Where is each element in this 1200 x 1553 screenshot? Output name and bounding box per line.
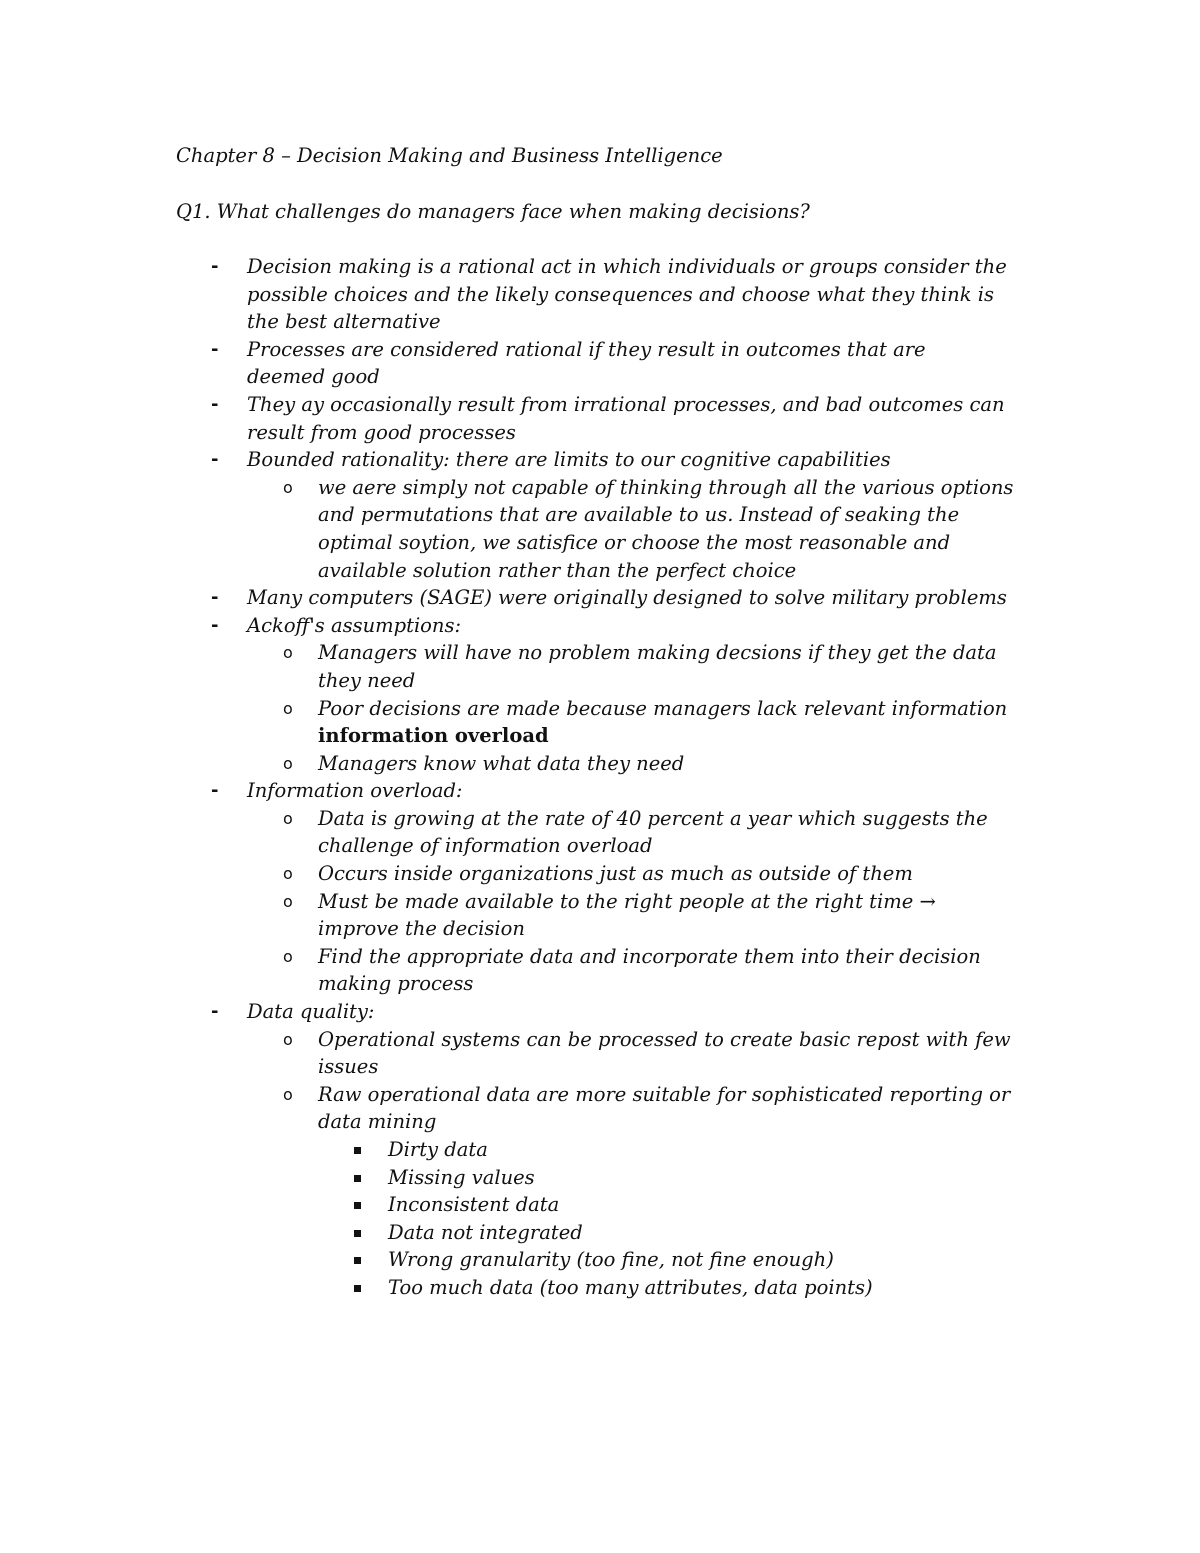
square-bullet-icon: [354, 1147, 361, 1154]
list-item-text: Find the appropriate data and incorporate them into their decision making process: [318, 944, 981, 996]
circle-bullet-icon: o: [283, 946, 293, 966]
list-item-text: Dirty data: [388, 1138, 488, 1161]
list-item-level-1: [0, 998, 1007, 1026]
dash-bullet-icon: -: [211, 256, 219, 277]
list-item-text: Inconsistent data: [388, 1193, 560, 1217]
list-item-text: Operational systems can be processed to create basic repost with few issues: [318, 1027, 1011, 1079]
dash-bullet-icon: -: [211, 614, 219, 636]
list-item-text: Too much data (too many attributes, data points): [388, 1275, 873, 1299]
list-item-text: Poor decisions are made because managers lack relevant information: [318, 696, 1008, 720]
list-item-text: Wrong granularity (too fine, not fine enough): [388, 1248, 834, 1272]
list-item-text: Raw operational data are more suitable for sophisticated reporting or data mining: [318, 1082, 1011, 1134]
chapter-title: Chapter 8 – Decision Making and Business Intelligence: [176, 144, 723, 167]
circle-bullet-icon: o: [283, 808, 293, 828]
list-item-level-2: [0, 888, 1018, 943]
list-item-text: Occurs inside organizations just as much as outside of them: [318, 862, 913, 886]
list-item-level-2: [0, 695, 1018, 750]
list-item-text: Ackoff's assumptions:: [247, 613, 462, 637]
list-item-text: Many computers (SAGE) were originally designed to solve military problems: [247, 586, 1007, 610]
dash-bullet-icon: -: [211, 780, 219, 802]
list-item-level-3: [0, 1274, 1008, 1302]
circle-bullet-icon: o: [283, 753, 293, 773]
circle-bullet-icon: o: [283, 1084, 293, 1104]
list-item-text: Must be made available to the right people at the right time → improve the decision: [318, 889, 936, 941]
dash-bullet-icon: -: [211, 393, 219, 415]
list-item-level-1: [0, 446, 1007, 474]
circle-bullet-icon: o: [283, 477, 293, 497]
bold-annotation: information overload: [318, 724, 549, 748]
square-bullet-icon: [354, 1175, 361, 1182]
list-item-text: Data quality:: [247, 1000, 375, 1024]
list-item-level-2: [0, 860, 1018, 888]
list-item-text: They ay occasionally result from irrational processes, and bad outcomes can result from good processes: [247, 392, 1005, 444]
list-item-level-3: [0, 1136, 1008, 1164]
list-item-level-3: [0, 1246, 1008, 1274]
list-item-text: Bounded rationality: there are limits to our cognitive capabilities: [247, 448, 891, 472]
list-item-level-3: [0, 1191, 1008, 1219]
list-item-text: Decision making is a rational act in which individuals or groups consider the possible choices and the likely consequences and choose what they think is the best alternative: [247, 255, 1007, 334]
list-item-level-1: [0, 336, 1007, 391]
list-item-level-2: [0, 805, 1018, 860]
list-item-level-1: [0, 584, 1007, 612]
list-item-level-1: [0, 612, 1007, 640]
list-item-level-2: [0, 1026, 1018, 1081]
dash-bullet-icon: -: [211, 449, 219, 471]
circle-bullet-icon: o: [283, 698, 293, 718]
list-item-level-2: [0, 750, 1018, 778]
list-item-level-1: [0, 777, 1007, 805]
list-item-level-2: [0, 1081, 1018, 1136]
question-heading: Q1. What challenges do managers face when making decisions?: [176, 200, 810, 223]
circle-bullet-icon: o: [283, 643, 293, 663]
list-item-level-1: [0, 391, 1007, 446]
list-item-level-2: [0, 943, 1018, 998]
list-item-text: Processes are considered rational if they result in outcomes that are deemed good: [247, 337, 926, 389]
dash-bullet-icon: -: [211, 587, 219, 609]
square-bullet-icon: [354, 1202, 361, 1209]
square-bullet-icon: [354, 1230, 361, 1237]
circle-bullet-icon: o: [283, 891, 293, 911]
list-item-text: Data is growing at the rate of 40 percent a year which suggests the challenge of information overload: [318, 806, 988, 858]
square-bullet-icon: [354, 1257, 361, 1264]
dash-bullet-icon: -: [211, 1001, 219, 1023]
notes-list: [0, 253, 1200, 1302]
list-item-text: Missing values: [388, 1165, 535, 1189]
circle-bullet-icon: o: [283, 864, 293, 884]
dash-bullet-icon: -: [211, 338, 219, 360]
list-item-text: Managers know what data they need: [318, 751, 685, 775]
list-item-level-1: [0, 253, 1007, 336]
circle-bullet-icon: o: [283, 1029, 293, 1049]
list-item-level-2: [0, 474, 1018, 584]
list-item-text: Data not integrated: [388, 1220, 583, 1244]
list-item-level-3: [0, 1164, 1008, 1192]
list-item-text: Managers will have no problem making decsions if they get the data they need: [318, 641, 997, 692]
square-bullet-icon: [354, 1285, 361, 1292]
list-item-text: Information overload:: [247, 779, 463, 803]
list-item-level-3: [0, 1219, 1008, 1247]
list-item-level-2: [0, 639, 1018, 694]
list-item-text: we aere simply not capable of thinking through all the various options and permutations that are available to us. Instead of seaking the optimal soytion, we satisfice or choose the most reasonable and available solution rather than the perfect choice: [318, 475, 1014, 582]
